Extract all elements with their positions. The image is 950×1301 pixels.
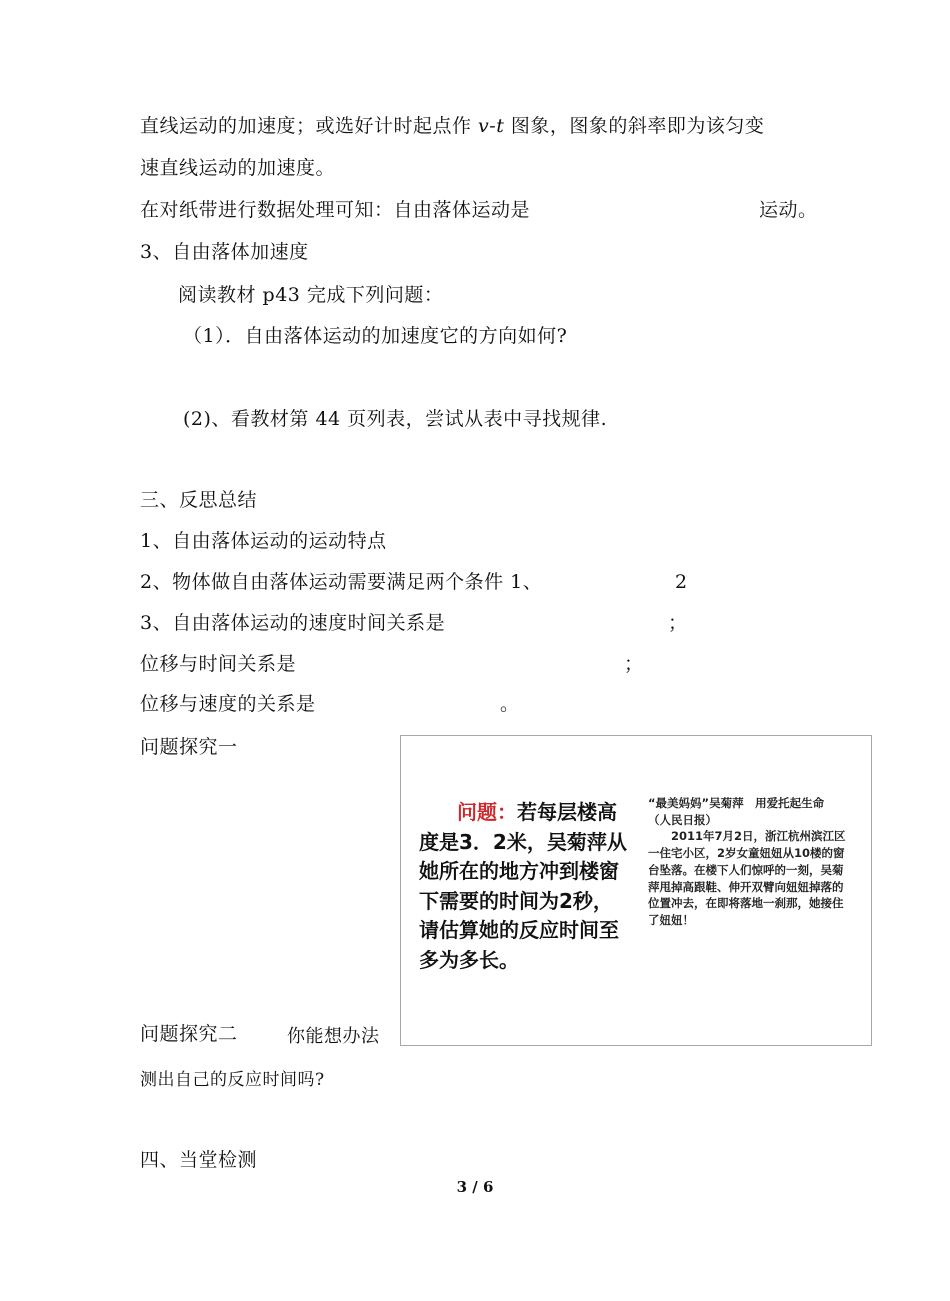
inquiry-two-heading: 问题探究二: [140, 1023, 238, 1045]
figure-news: [648, 795, 846, 929]
news-headline: “最美妈妈”吴菊萍 用爱托起生命（人民日报）: [648, 796, 825, 827]
figure-question: [419, 798, 631, 975]
summary-displacement-velocity-suffix: 。: [500, 693, 520, 715]
text-line-fill-blank: 在对纸带进行数据处理可知：自由落体运动是: [140, 199, 531, 221]
question-2: (2)、看教材第 44 页列表，尝试从表中寻找规律.: [183, 408, 608, 430]
news-body: 2011年7月2日，浙江杭州滨江区一住宅小区，2岁女童妞妞从10楼的窗台坠落。在楼下人们惊呼的一刻，吴菊萍甩掉高跟鞋、伸开双臂向妞妞掉落的位置冲去，在即将落地一刹那，她接住了妞妞！: [648, 829, 846, 927]
text-line-reading: 阅读教材 p43 完成下列问题：: [178, 284, 444, 306]
question-1: （1）．自由落体运动的加速度它的方向如何?: [183, 325, 568, 347]
summary-item-1: 1、自由落体运动的运动特点: [140, 530, 387, 552]
page-number: 3 / 6: [456, 1178, 494, 1196]
summary-item-2: 2、物体做自由落体运动需要满足两个条件 1、: [140, 571, 543, 593]
text-line: 速直线运动的加速度。: [140, 157, 336, 179]
text-segment: 直线运动的加速度；或选好计时起点作: [140, 115, 479, 137]
summary-displacement-time: 位移与时间关系是: [140, 653, 297, 675]
section-heading-check: 四、当堂检测: [140, 1149, 258, 1171]
inquiry-two-text-cont: 测出自己的反应时间吗?: [140, 1070, 325, 1090]
inquiry-one-heading: 问题探究一: [140, 736, 238, 758]
text-line-suffix: 运动。: [759, 199, 818, 221]
text-line-slope: [140, 114, 764, 138]
section-heading-acceleration: 3、自由落体加速度: [140, 241, 309, 263]
question-label: 问题：: [457, 800, 517, 824]
summary-displacement-time-suffix: ；: [624, 653, 644, 675]
section-heading-summary: 三、反思总结: [140, 489, 258, 511]
text-segment: 图象，图象的斜率即为该匀变: [504, 115, 765, 137]
question-text: 若每层楼高度是3．2米，吴菊萍从她所在的地方冲到楼窗下需要的时间为2秒，请估算她的反应时间至多为多长。: [419, 800, 627, 972]
summary-displacement-velocity: 位移与速度的关系是: [140, 693, 316, 715]
summary-item-2-suffix: 2: [675, 571, 688, 593]
summary-item-3-suffix: ；: [668, 612, 688, 634]
inquiry-two-text: 你能想办法: [287, 1026, 380, 1047]
vt-variable: v-t: [478, 115, 505, 137]
news-figure: [400, 735, 872, 1046]
summary-item-3: 3、自由落体运动的速度时间关系是: [140, 612, 446, 634]
